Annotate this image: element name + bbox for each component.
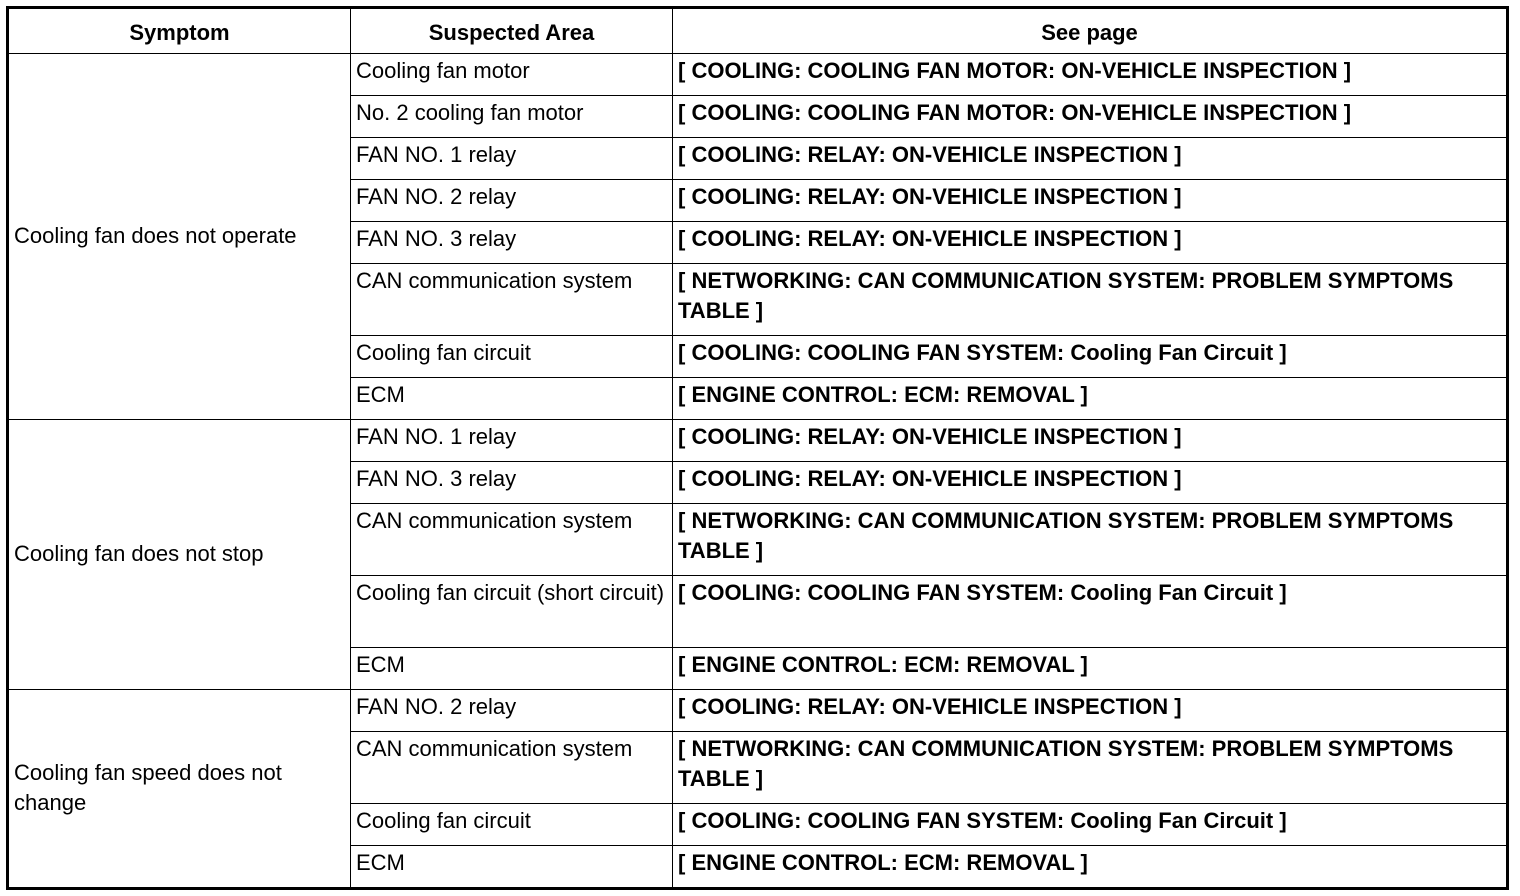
suspected-area-cell: CAN communication system — [351, 504, 673, 576]
see-page-link[interactable]: [ COOLING: RELAY: ON-VEHICLE INSPECTION ] — [673, 138, 1508, 180]
suspected-area-cell: FAN NO. 1 relay — [351, 420, 673, 462]
suspected-area-cell: FAN NO. 2 relay — [351, 180, 673, 222]
symptom-cell: Cooling fan does not operate — [8, 54, 351, 420]
suspected-area-cell: Cooling fan motor — [351, 54, 673, 96]
suspected-area-cell: Cooling fan circuit (short circuit) — [351, 576, 673, 648]
see-page-link[interactable]: [ COOLING: RELAY: ON-VEHICLE INSPECTION ] — [673, 420, 1508, 462]
suspected-area-cell: FAN NO. 3 relay — [351, 462, 673, 504]
see-page-link[interactable]: [ COOLING: COOLING FAN SYSTEM: Cooling Fan Circuit ] — [673, 804, 1508, 846]
suspected-area-cell: Cooling fan circuit — [351, 336, 673, 378]
see-page-link[interactable]: [ NETWORKING: CAN COMMUNICATION SYSTEM: PROBLEM SYMPTOMS TABLE ] — [673, 732, 1508, 804]
suspected-area-cell: FAN NO. 2 relay — [351, 690, 673, 732]
see-page-link[interactable]: [ NETWORKING: CAN COMMUNICATION SYSTEM: PROBLEM SYMPTOMS TABLE ] — [673, 504, 1508, 576]
header-symptom: Symptom — [8, 8, 351, 54]
see-page-link[interactable]: [ COOLING: COOLING FAN SYSTEM: Cooling Fan Circuit ] — [673, 336, 1508, 378]
problem-symptoms-table — [6, 6, 1509, 890]
header-suspected-area: Suspected Area — [351, 8, 673, 54]
table-body — [8, 54, 1508, 889]
see-page-link[interactable]: [ ENGINE CONTROL: ECM: REMOVAL ] — [673, 648, 1508, 690]
suspected-area-cell: Cooling fan circuit — [351, 804, 673, 846]
suspected-area-cell: No. 2 cooling fan motor — [351, 96, 673, 138]
see-page-link[interactable]: [ COOLING: COOLING FAN SYSTEM: Cooling Fan Circuit ] — [673, 576, 1508, 648]
suspected-area-cell: ECM — [351, 378, 673, 420]
see-page-link[interactable]: [ ENGINE CONTROL: ECM: REMOVAL ] — [673, 846, 1508, 889]
see-page-link[interactable]: [ COOLING: RELAY: ON-VEHICLE INSPECTION ] — [673, 690, 1508, 732]
see-page-link[interactable]: [ ENGINE CONTROL: ECM: REMOVAL ] — [673, 378, 1508, 420]
see-page-link[interactable]: [ COOLING: COOLING FAN MOTOR: ON-VEHICLE INSPECTION ] — [673, 96, 1508, 138]
symptom-cell: Cooling fan speed does not change — [8, 690, 351, 889]
header-row — [8, 8, 1508, 54]
table-row — [8, 54, 1508, 96]
table-row — [8, 420, 1508, 462]
suspected-area-cell: FAN NO. 1 relay — [351, 138, 673, 180]
symptom-cell: Cooling fan does not stop — [8, 420, 351, 690]
suspected-area-cell: FAN NO. 3 relay — [351, 222, 673, 264]
problem-symptoms-table-container — [6, 6, 1506, 890]
suspected-area-cell: ECM — [351, 846, 673, 889]
see-page-link[interactable]: [ COOLING: RELAY: ON-VEHICLE INSPECTION ] — [673, 462, 1508, 504]
table-row — [8, 690, 1508, 732]
suspected-area-cell: ECM — [351, 648, 673, 690]
see-page-link[interactable]: [ COOLING: RELAY: ON-VEHICLE INSPECTION ] — [673, 222, 1508, 264]
see-page-link[interactable]: [ COOLING: RELAY: ON-VEHICLE INSPECTION ] — [673, 180, 1508, 222]
suspected-area-cell: CAN communication system — [351, 264, 673, 336]
suspected-area-cell: CAN communication system — [351, 732, 673, 804]
see-page-link[interactable]: [ COOLING: COOLING FAN MOTOR: ON-VEHICLE INSPECTION ] — [673, 54, 1508, 96]
see-page-link[interactable]: [ NETWORKING: CAN COMMUNICATION SYSTEM: PROBLEM SYMPTOMS TABLE ] — [673, 264, 1508, 336]
header-see-page: See page — [673, 8, 1508, 54]
